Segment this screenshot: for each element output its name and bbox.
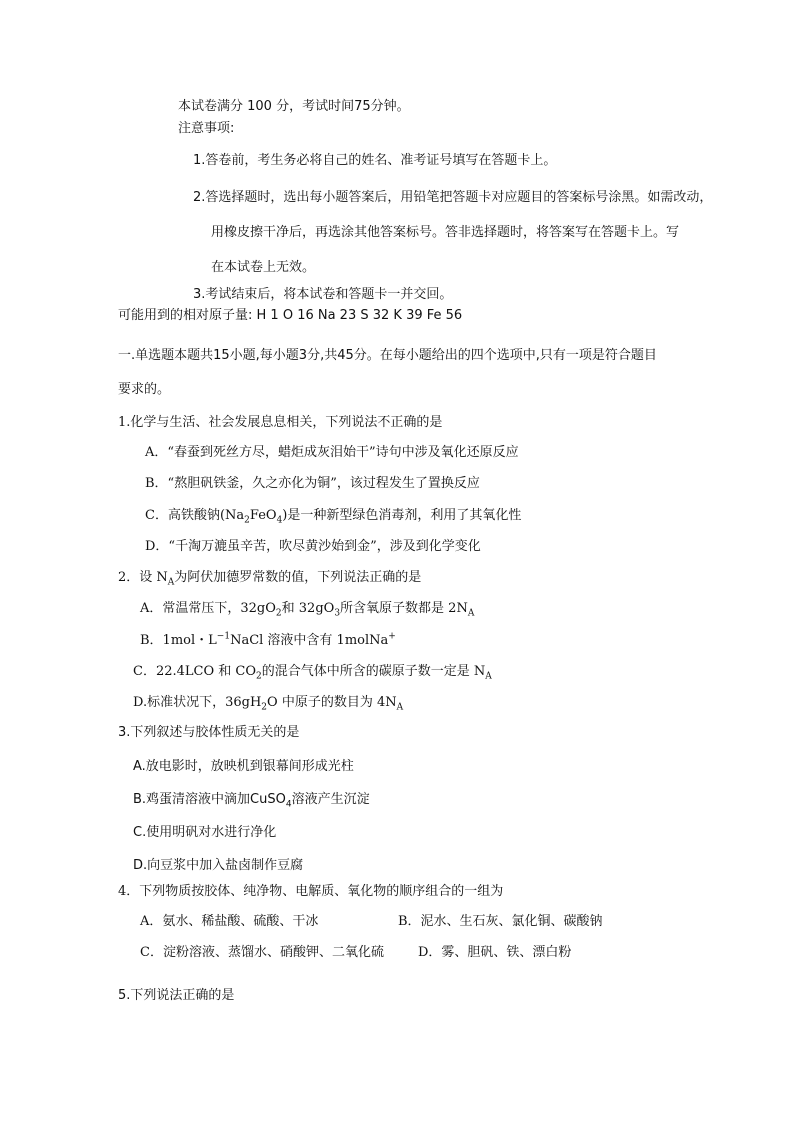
q2-option-d [133,694,403,712]
q2-c-text-2: 的混合气体中所含的碳原子数一定是 N [261,664,486,679]
q2-c-text-1: C．22.4LCO 和 CO [133,664,256,679]
notice-item-2-end: 在本试卷上无效。 [211,260,316,275]
q2-a-text-1: A．常温常压下，32gO [140,601,276,616]
q2-a-text-2: 和 32gO [281,601,335,616]
q1-c-sub-1: 2 [244,515,250,526]
q1-c-sub-2: 4 [276,515,283,526]
q4-option-d: D．雾、胆矾、铁、漂白粉 [418,945,572,960]
q1-option-b: B．“熬胆矾铁釜，久之亦化为铜”，该过程发生了置换反应 [145,476,480,491]
q2-d-sub-1: 2 [261,702,268,713]
q3-option-a: A.放电影时，放映机到银幕间形成光柱 [133,759,354,774]
q2-b-sup-1: −1 [216,631,231,642]
q3-stem: 3.下列叙述与胶体性质无关的是 [118,725,300,740]
q2-option-a [140,600,474,618]
q1-option-a: A．“春蚕到死丝方尽，蜡炬成灰泪始干”诗句中涉及氧化还原反应 [145,445,519,460]
q3-b-sub: 4 [285,799,292,810]
notice-item-2-cont: 用橡皮擦干净后，再选涂其他答案标号。答非选择题时，将答案写在答题卡上。写 [211,225,680,240]
q2-c-sub-1: 2 [256,671,262,682]
q3-option-d: D.向豆浆中加入盐卤制作豆腐 [133,858,304,873]
q4-stem: 4．下列物质按胶体、纯净物、电解质、氧化物的顺序组合的一组为 [118,884,504,899]
q3-b-text-1: B.鸡蛋清溶液中滴加CuSO [133,792,286,807]
atomic-masses: 可能用到的相对原子量: H 1 O 16 Na 23 S 32 K 39 Fe 56 [118,308,463,323]
q3-option-b [133,791,370,809]
q1-c-text-1: C．高铁酸钠(Na [145,508,245,523]
q1-stem: 1.化学与生活、社会发展息息相关，下列说法不正确的是 [118,415,443,430]
q2-a-text-3: 所含氧原子数都是 2N [340,601,468,616]
section-title: 一.单选题本题共15小题,每小题3分,共45分。在每小题给出的四个选项中,只有一项是符合题目 [118,348,657,363]
q2-stem-sub: A [167,577,175,588]
exam-info: 本试卷满分 100 分，考试时间75分钟。 [178,99,410,114]
q2-b-text-2: NaCl 溶液中含有 1molNa [230,633,389,648]
q2-a-sub-3: A [467,608,475,619]
q4-option-c: C．淀粉溶液、蒸馏水、硝酸钾、二氧化硫 [140,945,384,960]
q2-option-b [140,632,396,650]
q5-stem: 5.下列说法正确的是 [118,988,235,1003]
q1-c-text-3: )是一种新型绿色消毒剂，利用了其氧化性 [282,508,522,523]
q2-d-text-1: D.标准状况下，36gH [133,695,262,710]
q3-option-c: C.使用明矾对水进行净化 [133,825,277,840]
q2-d-sub-2: A [396,702,404,713]
notice-item-3: 3.考试结束后，将本试卷和答题卡一并交回。 [193,287,453,302]
q2-stem-text-2: 为阿伏加德罗常数的值，下列说法正确的是 [174,570,422,585]
q2-b-sup-2: + [388,631,396,642]
q2-stem [118,569,421,587]
q2-c-sub-2: A [485,671,492,682]
q2-option-c [133,663,492,681]
q4-option-a: A．氨水、稀盐酸、硫酸、干冰 [140,914,319,929]
q1-option-d: D．“千淘万漉虽辛苦，吹尽黄沙始到金”，涉及到化学变化 [145,539,481,554]
notice-title: 注意事项: [178,121,235,136]
q2-b-text-1: B．1mol・L [140,633,217,648]
q2-a-sub-1: 2 [275,608,282,619]
q2-a-sub-2: 3 [334,608,341,619]
notice-item-2: 2.答选择题时，选出每小题答案后，用铅笔把答题卡对应题目的答案标号涂黑。如需改动， [193,190,713,205]
q3-b-text-2: 溶液产生沉淀 [291,792,370,807]
q1-option-c [145,507,521,525]
q1-c-text-2: FeO [249,508,277,523]
q4-option-b: B．泥水、生石灰、氯化铜、碳酸钠 [398,914,603,929]
q2-stem-text-1: 2．设 N [118,570,168,585]
section-title-cont: 要求的。 [118,382,171,397]
notice-item-1: 1.答卷前，考生务必将自己的姓名、准考证号填写在答题卡上。 [193,153,557,168]
q2-d-text-2: O 中原子的数目为 4N [267,695,397,710]
